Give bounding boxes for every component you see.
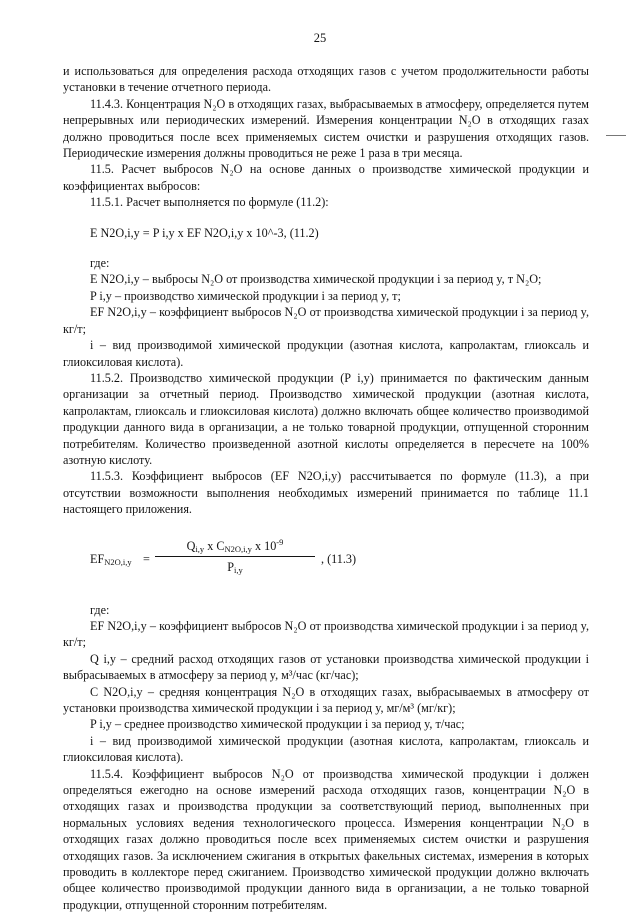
definition2-c: C N2O,i,y – средняя концентрация N₂O в отходящих газах, выбрасываемых в атмосферу от установки производства химической продукции i за период y, мг/м³ (мг/кг);	[63, 684, 589, 715]
margin-mark	[606, 135, 626, 136]
page-number: 25	[313, 31, 327, 45]
paragraph-11-5-2: 11.5.2. Производство химической продукции (P i,y) принимается по фактическим данным организации за отчетный период. Производство химической продукции (азотная кислота, капролактам, глиоксаль и глиоксиловая кислота) должно включать общее количество производимой продукции данного вида в организации, а не только товарной продукции, отпущенной сторонним потребителям. Количество произведенной азотной кислоты определяется в пересчете на 100% азотную кислоту.	[63, 370, 589, 467]
formula-11-3-denominator: $P_{i,y}$	[227, 559, 243, 575]
definition-p: P i,y – производство химической продукции i за период y, т;	[90, 288, 401, 303]
paragraph-continuation: и использоваться для определения расхода отходящих газов с учетом продолжительности работы установки в течение отчетного периода.	[63, 64, 589, 95]
formula-11-2	[90, 225, 589, 241]
page-body	[63, 63, 589, 913]
formula-11-3-label: , (11.3)	[321, 551, 357, 566]
definition2-ef: EF N2O,i,y – коэффициент выбросов N₂O от производства химической продукции i за период y, кг/т;	[63, 618, 589, 650]
definition2-q: Q i,y – средний расход отходящих газов от установки производства химической продукции i выбрасываемых в атмосферу за период y, м³/час (кг/час);	[63, 651, 589, 683]
where-label-2: где:	[90, 602, 110, 617]
paragraph-11-5-3: 11.5.3. Коэффициент выбросов (EF N2O,i,y) рассчитывается по формуле (11.3), а при отсутствии возможности выполнения необходимых измерений принимается по таблице 11.1 настоящего приложения.	[63, 469, 589, 517]
paragraph-11-4-3: 11.4.3. Концентрация N₂O в отходящих газах, выбрасываемых в атмосферу, определяется путем непрерывных или периодических измерений. Измерения концентрации N₂O в отходящих газах должно проводиться после всех применяемых систем очистки и разрушения отходящих газов. Периодические измерения должны проводиться не реже 1 раза в три месяца.	[63, 96, 589, 161]
definition-ef: EF N2O,i,y – коэффициент выбросов N₂O от производства химической продукции i за период y, кг/т;	[63, 305, 589, 336]
formula-11-3	[63, 528, 589, 594]
definition-e: E N2O,i,y – выбросы N₂O от производства химической продукции i за период y, т N₂O;	[90, 272, 542, 287]
definition-i: i – вид производимой химической продукции (азотная кислота, капролактам, глиоксаль и глиоксиловая кислота).	[63, 338, 589, 369]
formula-11-2-text: E N2O,i,y = P i,y x EF N2O,i,y x 10^-3, (11.2)	[90, 225, 319, 240]
paragraph-11-5-1: 11.5.1. Расчет выполняется по формуле (11.2):	[90, 195, 329, 210]
paragraph-11-5: 11.5. Расчет выбросов N₂O на основе данных о производстве химической продукции и коэффициентах выбросов:	[63, 162, 589, 193]
definition2-i: i – вид производимой химической продукции (азотная кислота, капролактам, глиоксаль и глиоксиловая кислота).	[63, 733, 589, 765]
formula-11-3-numerator: $Q_{i,y}$ x $C_{N2O,i,y}$ x $10^{-9}$	[155, 538, 315, 557]
definition2-p: P i,y – среднее производство химической продукции i за период y, т/час;	[90, 717, 465, 732]
formula-11-3-fraction	[155, 538, 315, 576]
formula-11-3-equals: =	[143, 551, 150, 566]
where-label-1: где:	[90, 256, 110, 271]
formula-11-3-lhs: $EF_{N2O,i,y}$	[90, 551, 132, 567]
paragraph-11-5-4: 11.5.4. Коэффициент выбросов N₂O от производства химической продукции i должен определяться ежегодно на основе измерений расхода отходящих газов, концентрации N₂O в отходящих газах и производства продукции за соответствующий период, выполненных при нормальных условиях ведения технологического процесса. Измерения концентрации N₂O в отходящих газах должно проводиться после всех применяемых систем очистки и разрушения отходящих газов. За исключением сжигания в открытых факельных системах, измерения в которых проводить в коллекторе перед сжиганием. Производство химической продукции должно включать общее количество производимой продукции данного вида в организации, а не только товарной продукции, отпущенной сторонним потребителям.	[63, 766, 589, 912]
